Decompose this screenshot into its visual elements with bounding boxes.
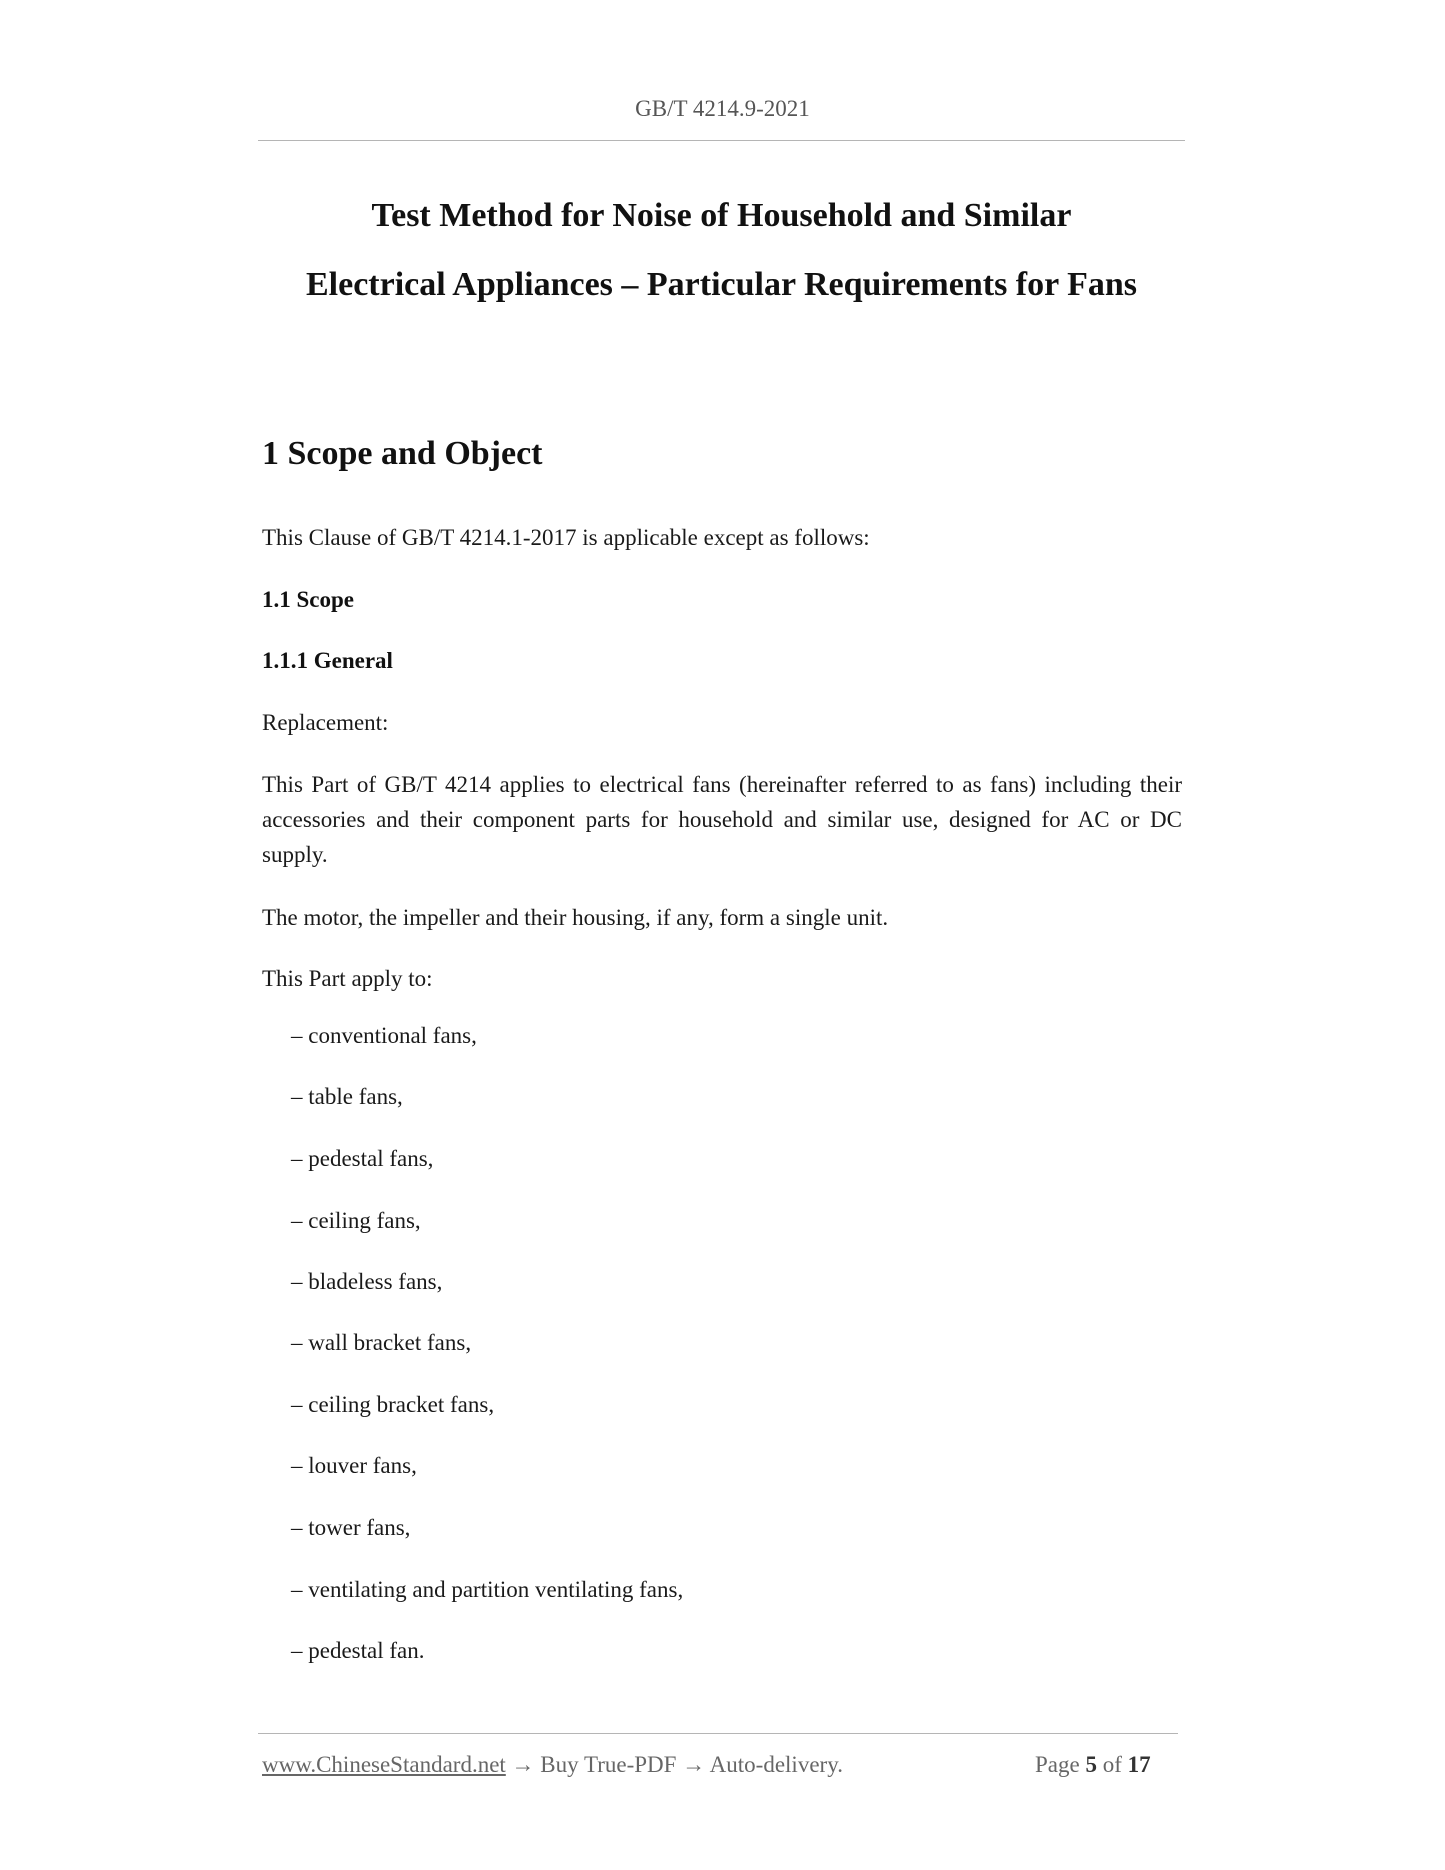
- subsection-general: 1.1.1 General: [262, 648, 393, 673]
- delivery-text: Auto-delivery.: [709, 1752, 843, 1777]
- unit-paragraph: The motor, the impeller and their housing, if any, form a single unit.: [262, 905, 889, 930]
- subsection-scope: 1.1 Scope: [262, 587, 354, 612]
- intro-paragraph: This Clause of GB/T 4214.1-2017 is applicable except as follows:: [262, 525, 870, 550]
- list-item: – bladeless fans,: [291, 1269, 443, 1294]
- list-item: – wall bracket fans,: [291, 1330, 472, 1355]
- list-item: – ventilating and partition ventilating fans,: [291, 1577, 684, 1602]
- apply-to-paragraph: This Part apply to:: [262, 966, 433, 991]
- replacement-label: Replacement:: [262, 710, 389, 735]
- list-item: – tower fans,: [291, 1515, 411, 1540]
- list-item: – pedestal fan.: [291, 1638, 425, 1663]
- arrow-right-icon: →: [511, 1752, 535, 1777]
- list-item: – pedestal fans,: [291, 1146, 434, 1171]
- list-item: – ceiling bracket fans,: [291, 1392, 495, 1417]
- document-code: GB/T 4214.9-2021: [635, 96, 810, 121]
- list-item: – louver fans,: [291, 1453, 417, 1478]
- page-label: Page: [1035, 1752, 1080, 1777]
- footer-divider: [258, 1733, 1178, 1734]
- list-item: – ceiling fans,: [291, 1208, 421, 1233]
- document-title-line-2: Electrical Appliances – Particular Requirements for Fans: [305, 266, 1138, 303]
- list-item: – table fans,: [291, 1084, 403, 1109]
- section-heading: 1 Scope and Object: [262, 435, 543, 472]
- buy-text: Buy True-PDF: [540, 1752, 677, 1777]
- total-pages: 17: [1127, 1752, 1151, 1777]
- document-title-line-1: Test Method for Noise of Household and Similar: [371, 197, 1072, 234]
- page-indicator: [1035, 1752, 1151, 1778]
- of-label: of: [1102, 1752, 1122, 1777]
- website-link[interactable]: www.ChineseStandard.net: [262, 1752, 506, 1777]
- scope-paragraph: This Part of GB/T 4214 applies to electrical fans (hereinafter referred to as fans) including their accessories and their component parts for household and similar use, designed for AC or DC supply.: [262, 772, 1182, 867]
- list-item: – conventional fans,: [291, 1023, 477, 1048]
- arrow-right-icon: →: [682, 1752, 706, 1777]
- header-divider: [258, 140, 1185, 141]
- current-page: 5: [1085, 1752, 1097, 1777]
- footer-promo: [262, 1752, 843, 1778]
